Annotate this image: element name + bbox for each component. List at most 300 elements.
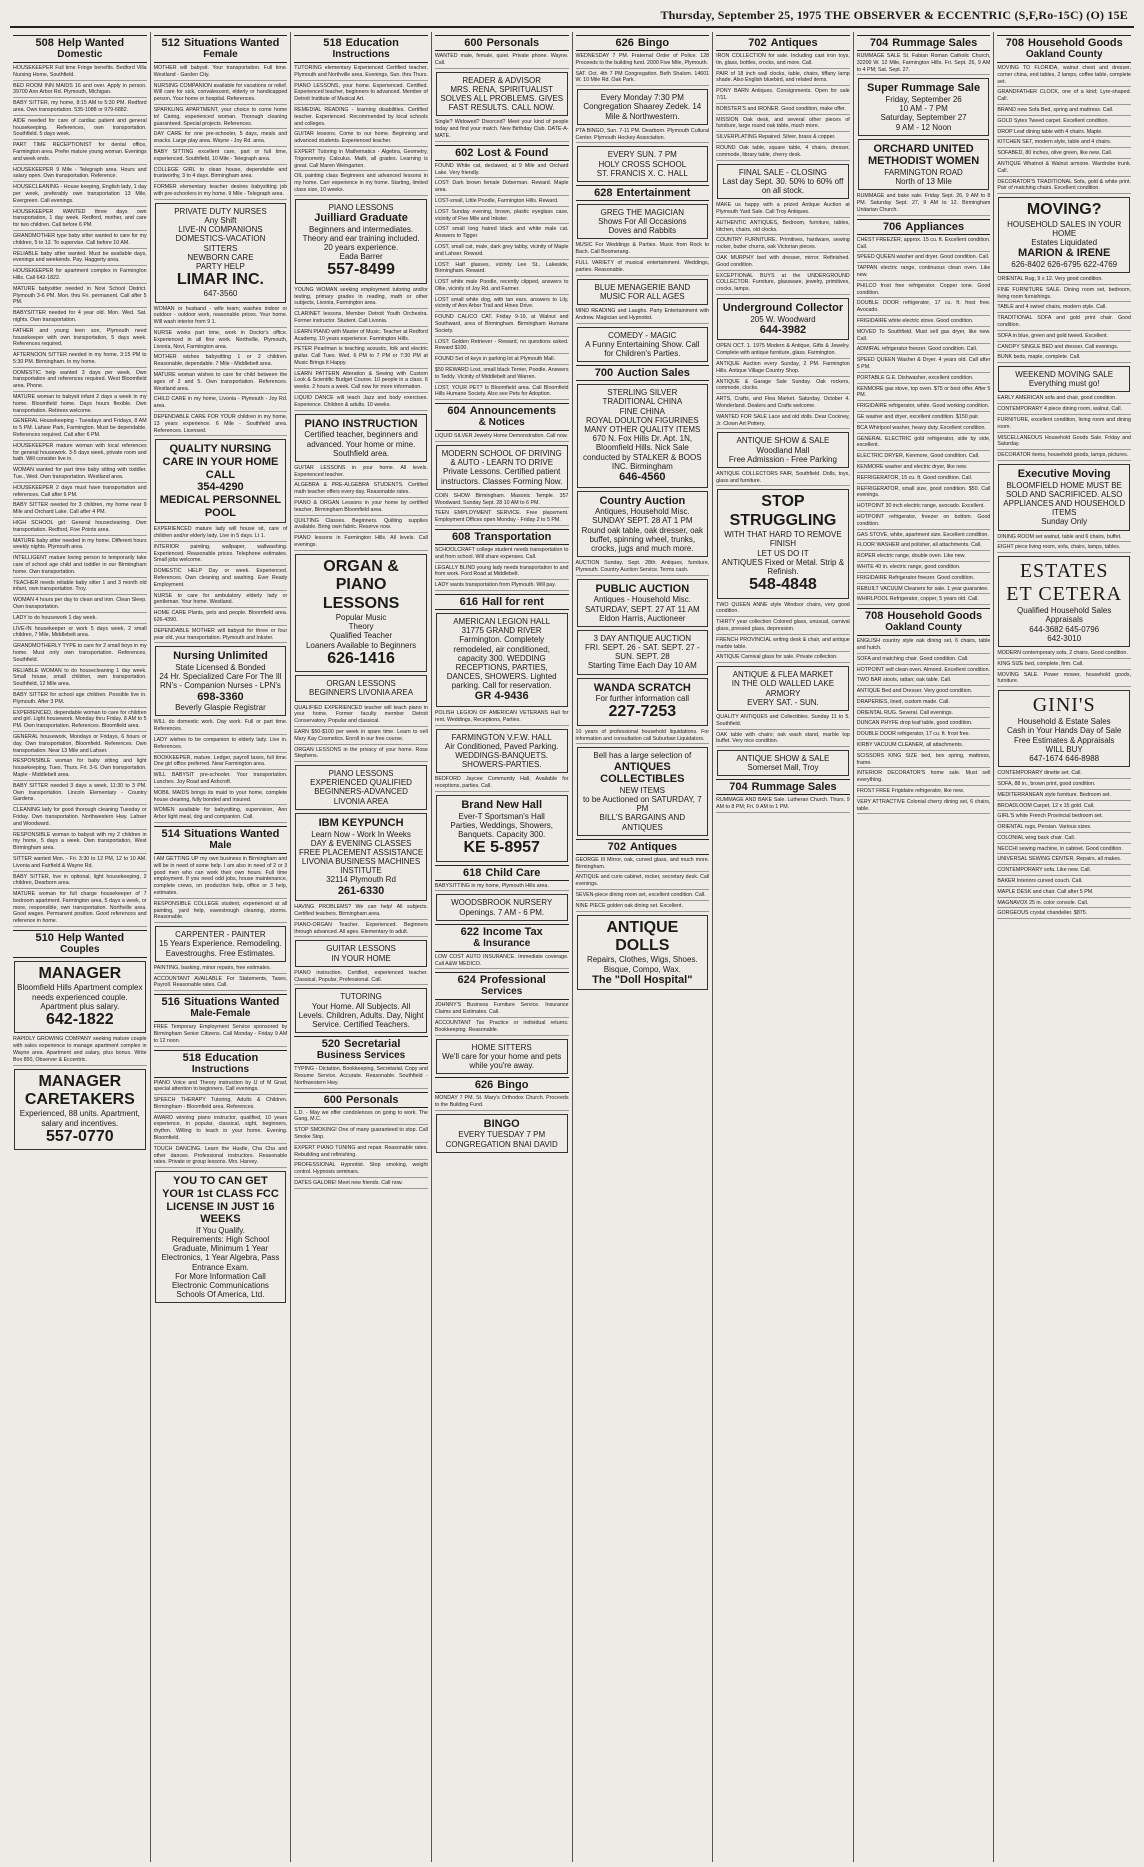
classification-title: Personals (486, 37, 540, 49)
classified-ad: OPEN OCT. 1. 1975 Modern & Antique, Gifts & Jewelry. Complete with antique furniture, glass. Farmington. (716, 343, 850, 359)
display-ad (295, 813, 427, 901)
display-ad-line: Beginners and intermediates. Theory and ear training included. 20 years experience. (302, 224, 420, 252)
display-ad-line: ANTIQUE & FLEA MARKET (732, 670, 834, 680)
display-ad-line: 642-3010 (1047, 633, 1082, 643)
classified-ad: STOP SMOKING! One of many guaranteed to stop. Call Smoke Stop. (294, 1127, 428, 1143)
classification-header (294, 35, 428, 63)
classified-ad: HAVING PROBLEMS? We can help! All subjects. Certified teachers. Birmingham area. (294, 904, 428, 920)
display-ad-line: HOLY CROSS SCHOOL (598, 159, 687, 169)
classified-ad: COUNTRY FURNITURE. Primitives, hardware, sewing rocker, butter churns, oak Victorian pieces. (716, 237, 850, 253)
display-ad (998, 556, 1130, 647)
classified-ad: WANTED male, female, quiet. Private phone. Wayne. Call. (435, 53, 569, 69)
classification-subtitle: Male (209, 839, 232, 851)
classification-title: Situations Wanted (183, 37, 280, 49)
classified-ad: MOVING TO FLORIDA, walnut chest and dresser, corner china, end tables, 2 lamps, coffee table, complete set. (997, 65, 1131, 87)
display-ad-line: CONGREGATION BNAI DAVID (445, 1139, 558, 1149)
classified-ad: COLLEGE GIRL to clean house, dependable and trustworthy, 3 to 4 days. Birmingham area. (154, 167, 288, 183)
display-ad-line: QUALITY NURSING CARE IN YOUR HOME (162, 443, 279, 469)
display-ad-line: PIANO LESSONS (328, 202, 394, 212)
classification-title: Hall for rent (482, 595, 544, 608)
classified-ad: LOST small white dog, with tan ears, answers to Lily, vicinity of Ann Arbor Trail and Hines Drive. (435, 297, 569, 313)
display-ad-line: Sunday Only (1041, 517, 1088, 527)
classified-ad: CONTEMPORARY sofa. Like new. Call. (997, 867, 1131, 876)
classified-ad: REFRIGERATOR, small size, good condition. $50. Call evenings. (857, 486, 991, 502)
classification-header (435, 594, 569, 610)
classified-ad: ANTIQUE Whatnot & Walnut armoire. Wardrobe trunk. Call. (997, 161, 1131, 177)
classification-number: 626 (474, 1079, 494, 1092)
display-ad (717, 750, 849, 776)
display-ad (577, 630, 709, 675)
display-ad-line: Brand New Hall (461, 799, 543, 812)
classified-ad: LEARN PATTERN Alteration & Sewing with Custom Look & Scientific Budget Course. 10 people in a class. 6 weeks. 2 hours a week. Call now for more information. (294, 371, 428, 393)
display-ad-line: GR 4-9436 (474, 690, 529, 703)
classified-ad: HOUSEKEEPER 9 Mile - Telegraph area. Hours and salary open. Own transportation. Reference. (13, 167, 147, 183)
classified-ad: ROPER electric range, double oven. Like new. (857, 553, 991, 562)
display-ad-line: Qualified Household Sales Appraisals (1017, 606, 1112, 625)
classified-column (713, 32, 854, 1862)
display-ad-line: Qualified Teacher (330, 631, 393, 641)
classification-title: Education (205, 1051, 259, 1064)
classification-header (435, 865, 569, 881)
classified-ad: KITCHEN SET, modern style, table and 4 chairs. (997, 139, 1131, 148)
display-ad-line: 647-3560 (203, 289, 238, 299)
classified-ad: FORMER elementary teacher desires babysitting job with pre-schoolers in my home. 9 Mile - Telegraph area. (154, 184, 288, 200)
display-ad (998, 464, 1130, 531)
classification-subtitle: & Notices (478, 417, 525, 429)
classified-ad: DECORATOR'S TRADITIONAL Sofa, gold & white print. Pair of matching chairs. Excellent condition. (997, 179, 1131, 195)
display-ad-line: BILL'S BARGAINS AND ANTIQUES (599, 813, 686, 832)
classification-header (857, 35, 991, 51)
classified-ad: PIANO & ORGAN Lessons in your home by certified teacher, Birmingham Bloomfield area. (294, 500, 428, 516)
display-ad-line: IBM KEYPUNCH (318, 816, 404, 829)
classified-ad: COLONIAL wing back chair. Call. (997, 835, 1131, 844)
classified-ad: MAKE us happy with a prized Antique Auction at Plymouth Yard Sale. Call Troy Antiques. (716, 202, 850, 218)
classified-ad: RESPONSIBLE woman for baby sitting and light housekeeping. Tues. Thurs. Fri. 3-6. Own transportation. Maple - Middlebelt area. (13, 758, 147, 780)
classified-ad: DRAPERIES, lined, custom made. Call. (857, 699, 991, 708)
classified-ad: ORGAN LESSONS in the privacy of your home. Rose Stephens. (294, 747, 428, 763)
classified-ad: ARTS, Crafts, and Flea Market. Saturday, October 4. Wonderland. Dealers and Crafts welcome. (716, 396, 850, 412)
classified-ad: CONTEMPORARY 4 piece dining room, walnut. Call. (997, 406, 1131, 415)
display-ad-line: 24 Hr. Specialized Care For The Ill (159, 672, 282, 682)
display-ad-line: PUBLIC AUCTION (595, 582, 690, 595)
display-ad-line: LIMAR INC. (176, 271, 264, 289)
classified-ad: RELIABLE WOMAN to do housecleaning 1 day week. Small house, small children, own transportation. Southfield, 12 Mile area. (13, 668, 147, 690)
classified-ad: GOLD Sytes Tweed carpet. Excellent condition. (997, 118, 1131, 127)
display-ad-line: EXPERIENCED QUALIFIED (310, 778, 412, 788)
display-ad-line: 3 DAY ANTIQUE AUCTION (593, 633, 692, 643)
classified-ad: RESPONSIBLE woman to babysit with my 2 children in my home, 5 days a week. Own transportation, West Birmingham area. (13, 832, 147, 854)
classified-ad: HOTPOINT self clean oven. Almond. Excellent condition. (857, 667, 991, 676)
classified-ad: BABY SITTING excellent care, part or full time, experienced. Southfield, 10 Mile - Telegraph area. (154, 149, 288, 165)
display-ad-line: TUTORING (340, 992, 382, 1002)
display-ad-line: MOVING? (1026, 201, 1102, 219)
display-ad (577, 579, 709, 627)
display-ad (155, 926, 287, 962)
display-ad-line: Private Lessons. Certified patient instructors. Classes Forming Now. (441, 467, 563, 486)
display-ad-line: BEGINNERS LIVONIA AREA (309, 688, 414, 698)
display-ad-line: FRI. SEPT. 26 - SAT. SEPT. 27 - SUN. SEPT. 28 (585, 643, 700, 662)
display-ad-line: Theory (348, 622, 374, 632)
classified-ad: PART TIME RECEPTIONIST for dental office, Farmington area. Prefer mature young woman. Evenings and week ends. (13, 142, 147, 164)
classified-ad: HOTPOINT 30 inch electric range, avocado. Excellent. (857, 503, 991, 512)
classification-title: Appliances (905, 220, 965, 233)
classified-column (854, 32, 995, 1862)
classified-ad: AIDE needed for care of cardiac patient and general housekeeping. References, own transportation. Southfield. 5 days week. (13, 118, 147, 140)
display-ad (436, 795, 568, 862)
display-ad-line: 670 N. Fox Hills Dr. Apt. 1N, Bloomfield Hills. Nick Sale conducted by STALKER & BOOS INC. Birmingham (583, 434, 702, 471)
display-ad-line: Country Auction (599, 494, 686, 507)
classified-ad: DINING ROOM set walnut, table and 6 chairs, buffet. (997, 534, 1131, 543)
classified-ad: CLARINET lessons, Member Detroit Youth Orchestra. Former instructor. Student. Call Livonia. (294, 311, 428, 327)
classified-ad: RESPONSIBLE COLLEGE student, experienced at all painting, yard help, eavestrough cleaning, storms. Reasonable. (154, 901, 288, 923)
display-ad-line: Requirements: High School Graduate, Minimum 1 Year Electronics, 1 Year Algebra, Pass Entrance Exam. (161, 1235, 280, 1272)
classified-ad: $50 REWARD Lost, small black Terrier, Poodle. Answers to Teddy. Vicinity of Middlebelt and Warren. (435, 367, 569, 383)
classified-column (151, 32, 292, 1862)
display-ad-line: WOODSBROOK NURSERY (451, 898, 553, 908)
classified-ad: REFRIGERATOR, 15 cu. ft. Good condition. Call. (857, 475, 991, 484)
display-ad-line: COMEDY - MAGIC (608, 330, 677, 340)
classification-title: Situations Wanted (183, 827, 280, 840)
classified-column (291, 32, 432, 1862)
classified-ad: SOFABED, 80 inches, olive green, like new. Call. (997, 150, 1131, 159)
classified-ad: SOFA in blue, green and gold tweed. Excellent. (997, 333, 1131, 342)
display-ad (577, 384, 709, 487)
classified-ad: RUMMAGE AND BAKE Sale. Lutheran Church. Thurs. 9 AM to 8 PM; Fri. 9 AM to 1 PM. (716, 797, 850, 813)
display-ad-line: Electronic Communications Schools Of America, Ltd. (171, 1280, 269, 1300)
classification-subtitle: Domestic (57, 49, 103, 60)
classified-ad: POLISH LEGION OF AMERICAN VETERANS Hall for rent. Weddings, Receptions, Parties. (435, 710, 569, 726)
classified-ad: LIQUID DANCE will teach Jazz and body exercises. Experience. Children & adults. 10 weeks. (294, 395, 428, 411)
classified-ad: FRENCH PROVINCIAL writing desk & chair, and antique marble table. (716, 637, 850, 653)
display-ad-line: COLLECTIBLES (600, 773, 685, 786)
classification-subtitle: Oakland County (1025, 49, 1103, 60)
classified-ad: MOVED To Southfield. Must sell gas dryer, like new. Call. (857, 329, 991, 345)
classified-ad: KIRBY VACUUM CLEANER, all attachments. (857, 742, 991, 751)
classified-ad: BABY SITTER needed 3 days a week, 11:30 to 3 PM. Own transportation. Lincoln Elementary - Country Gardens. (13, 783, 147, 805)
display-ad-line: 548-4848 (749, 576, 817, 594)
classified-ad: VERY ATTRACTIVE Colonial cherry dining set, 6 chairs, table. (857, 799, 991, 815)
display-ad-line: Friday, September 26 (885, 95, 962, 105)
display-ad-line: HOUSEHOLD SALES IN YOUR HOME (1007, 219, 1122, 238)
classified-ad: PAIR of 18 inch wall clocks, table, chairs, tiffany lamp shade. Also English bluebird, and related items. (716, 71, 850, 87)
display-ad-line: ANTIQUE SHOW & SALE (736, 436, 830, 446)
display-ad-line: 626-8402 626-6795 622-4769 (1011, 259, 1118, 269)
display-ad (577, 491, 709, 558)
display-ad (14, 961, 146, 1033)
classified-ad: OIL painting class Beginners and advanced lessons in my home. Carr experience in my home. Starting, limited class size, 10 weeks. (294, 173, 428, 195)
classified-ad: LIVE-IN housekeeper or work 5 days week, 2 small children, 7 Mile, Middlebelt area. (13, 626, 147, 642)
display-ad-line: Air Conditioned, Paved Parking. WEDDINGS-BANQUETS. SHOWERS-PARTIES. (444, 741, 559, 770)
display-ad-line: Shows For All Occasions (598, 217, 687, 227)
display-ad-line: BLUE MENAGERIE BAND (594, 282, 691, 292)
classified-ad: SILVERPLATING Repaired. Silver, brass & copper. (716, 134, 850, 143)
classified-ad: MOBIL MAIDS brings its maid to your home, complete house cleaning, fully bonded and insured. (154, 790, 288, 806)
display-ad-line: Everything must go! (1028, 379, 1100, 389)
classified-ad: MATURE woman for full charge housekeeper of 7 bedroom apartment. Farmington area, 5 days a week, or more, responsible, own transportation. Northville area. Good wages. Permanent position. Good references and reference in home. (13, 891, 147, 927)
classified-ad: FURNITURE, excellent condition, living room and dining room. (997, 417, 1131, 433)
classified-ad: PONY BARN Antiques. Consignments. Open for sale 7/11. (716, 88, 850, 104)
display-ad-line: Parties, Weddings, Showers, Banquets. Capacity 300. (450, 820, 553, 840)
classified-ad: FULL VARIETY of musical entertainment. Weddings, parties. Reasonable. (576, 260, 710, 276)
classification-header (576, 185, 710, 201)
classification-title: Rummage Sales (751, 781, 837, 794)
display-ad-line: 646-4560 (619, 470, 666, 483)
classified-column (432, 32, 573, 1862)
display-ad (998, 197, 1130, 273)
classified-ad: HOUSEKEEPER for apartment complex in Farmington Hills. Call 642-1822. (13, 268, 147, 284)
display-ad-line: Antiques - Household Misc. (593, 595, 691, 605)
classified-ad: FLOOR WASHER and polisher, all attachments. Call. (857, 542, 991, 551)
classified-ad: LOST: Golden Retriever - Reward, no questions asked. Reward $100. (435, 339, 569, 355)
classified-ad: OAK MURPHY bed with dresser, mirror. Refinished. Good condition. (716, 255, 850, 271)
display-ad-line: Learn Now - Work In Weeks (311, 829, 411, 839)
classified-ad: MOVING SALE. Power mower, household goods, furniture. (997, 672, 1131, 688)
classification-title: Secretarial (344, 1038, 401, 1051)
classified-ad: ACCOUNTANT Tax Practice or individual returns. Bookkeeping. Reasonable. (435, 1020, 569, 1036)
display-ad-line: Eada Barrer (339, 252, 383, 262)
classified-ad: SPARKLING APARTMENT, your choice to come home to! Caring, experienced woman. Thorough cleaning guaranteed. Special projects. References. (154, 107, 288, 129)
display-ad-line: Free Estimates & Appraisals (1013, 735, 1115, 745)
display-ad-line: IN THE OLD WALLED LAKE ARMORY (731, 679, 835, 698)
classification-title: Antiques (629, 840, 678, 853)
display-ad-line: 626-1416 (327, 649, 395, 667)
classified-ad: LADY wishes to be companion to elderly lady. Live in. References. (154, 737, 288, 753)
classified-ad: AFTERNOON SITTER needed in my home, 3:15 PM to 5:30 PM. Birmingham. In my home. (13, 352, 147, 368)
display-ad (436, 894, 568, 920)
display-ad-line: FINAL SALE - CLOSING (738, 167, 828, 177)
classified-ad: PIANO-ORGAN Teacher. Experienced. Beginners through advanced. All ages. Elementary to adult. (294, 922, 428, 938)
classified-ad: KING SIZE bed, complete, firm. Call. (997, 661, 1131, 670)
display-ad-line: 32114 Plymouth Rd (326, 875, 396, 885)
classification-header (154, 994, 288, 1022)
classification-header (997, 35, 1131, 63)
classified-ad: AUCTION Sunday, Sept. 28th. Antiques, furniture, Plymouth. Country Auction Service. Terms cash. (576, 560, 710, 576)
display-ad-line: Farmington. Completely remodeled, air conditioned, capacity 300. WEDDING RECEPTIONS, PARTIES, DANCES, SHOWERS. Lighted parking. Call for reservation. (446, 635, 557, 691)
display-ad-line: Estates Liquidated (1031, 237, 1098, 247)
display-ad-line: We'll care for your home and pets while you're away. (442, 1051, 562, 1070)
display-ad (295, 940, 427, 966)
classified-ad: PROFESSIONAL Hypnotist. Stop smoking, weight control. Hypnosis seminars. (294, 1162, 428, 1178)
classified-ad: FOUND Set of keys in parking lot at Plymouth Mall. (435, 356, 569, 365)
classified-ad: EARLY AMERICAN sofa and chair, good condition. (997, 395, 1131, 404)
classified-ad: 10 years of professional household liquidations. For information and consultation call Suburban Liquidators. (576, 729, 710, 745)
display-ad-line: PIANO LESSONS (328, 769, 394, 779)
display-ad-line: The "Doll Hospital" (592, 973, 693, 986)
classified-ad: KENMORE gas stove, top oven. $75 or best offer. After 5 PM. (857, 386, 991, 402)
display-ad-line: Juilliard Graduate (314, 211, 408, 224)
classified-ad: DOMESTIC help wanted 3 days per week. Own transportation and references required. West Bloomfield area. Phone. (13, 370, 147, 392)
classified-ad: IRON COLLECTION for sale. Including cast iron toys, tin, glass, bottles, crocks, and more. Call. (716, 53, 850, 69)
display-ad-line: 698-3360 (197, 690, 244, 703)
display-ad-line: ORGAN & PIANO LESSONS (322, 557, 400, 612)
classified-ad: ANTIQUE Bed and Dresser. Very good condition. (857, 688, 991, 697)
classified-ad: GEORGE III Mirror, oak, curved glass, and much more. Birmingham. (576, 857, 710, 873)
display-ad-line: BEGINNERS-ADVANCED (314, 787, 408, 797)
classified-ad: CONTEMPORARY dinette set. Call. (997, 770, 1131, 779)
classified-ad: YOUNG WOMAN seeking employment tutoring and/or testing, primary grades in reading, math or other subjects, Livonia, Farmington area. (294, 287, 428, 309)
classification-title: Bingo (637, 37, 670, 49)
classified-ad: WOMAN wanted for part time baby sitting with toddler. Tue., Wed. Own transportation. Westland area. (13, 467, 147, 483)
display-ad-line: Super Rummage Sale (867, 82, 981, 95)
classified-ad: EXPERIENCED, dependable woman to care for children and girl. Light housework. Monday thru Friday. 8 AM to 5 PM. Own transportation. References. Bloomfield area. (13, 710, 147, 732)
classified-ad: BED ROOM INN MAIDS 16 and over. Apply in person. 39700 Ann Arbor Rd. Plymouth, Michigan. (13, 83, 147, 99)
classified-ad: BROADLOOM Carpet, 12 x 15 gold. Call. (997, 803, 1131, 812)
classification-number: 600 (464, 37, 483, 49)
display-ad-line: MEDICAL PERSONNEL POOL (159, 493, 282, 519)
display-ad (577, 747, 709, 835)
display-ad-line: RN's - Companion Nurses - LPN's (160, 681, 281, 691)
classified-ad: MOTHER wishes babysitting 1 or 2 children. Reasonable, dependable. 7 Mile - Middlebelt area. (154, 354, 288, 370)
classified-ad: TOUCH DANCING. Learn the Hustle, Cha Cha and other dances. Professional instructors. Reasonable rates. Private or group lessons. Mrs. Harvey. (154, 1146, 288, 1168)
classified-ad: TWO BAR stools, rattan; oak table. Call. (857, 677, 991, 686)
classified-ad: DEPENDABLE MOTHER will babysit for three or four year old, your transportation. Plymouth and Inkster. (154, 628, 288, 644)
display-ad-line: Cash in Your Hands Day of Sale (1007, 726, 1122, 736)
classification-header (435, 35, 569, 51)
classified-ad: ORIENTAL RUG. Several. Call evenings. (857, 710, 991, 719)
classification-number: 628 (594, 186, 613, 199)
display-ad (436, 1039, 568, 1075)
classified-ad: SPEECH THERAPY Tutoring, Adults & Children. Birmingham - Bloomfield area. References. (154, 1097, 288, 1113)
classification-title: Situations Wanted (183, 996, 280, 1009)
classified-ad: TEACHER needs reliable baby sitter 1 and 3 month old infant, own transportation. Troy. (13, 580, 147, 596)
display-ad-line: SATURDAY, SEPT. 27 AT 11 AM (584, 604, 700, 614)
display-ad-line: 227-7253 (608, 703, 677, 721)
display-ad-line: READER & ADVISOR (462, 75, 542, 85)
display-ad-line: ANTIQUE DOLLS (606, 918, 679, 955)
classification-title: Rummage Sales (892, 37, 978, 49)
classified-ad: DATES GALORE! Meet new friends. Call now. (294, 1180, 428, 1189)
classified-ad: JOHNNY'S Business Furniture Service. Insurance Claims and Estimates. Call. (435, 1002, 569, 1018)
display-ad-line: Round oak table, oak dresser, oak buffet, spinning wheel, trunks, crocks, jugs and much more. (581, 525, 704, 553)
display-ad-line: Loaners Available to Beginners (305, 640, 417, 650)
classification-subtitle: Instructions (332, 49, 390, 60)
classified-ad: LOST: Half glasses, vicinity Lee St., Lakeside, Birmingham. Reward. (435, 262, 569, 278)
classification-number: 602 (455, 146, 474, 159)
classified-ad: LOST white male Poodle, recently clipped, answers to Ollie, vicinity of Joy Rd. and Farmer. (435, 279, 569, 295)
classification-title: Auction Sales (617, 367, 690, 380)
display-ad-line: Underground Collector (722, 301, 844, 314)
display-ad-line: Executive Moving (1017, 468, 1111, 481)
classified-ad: DEPENDABLE CARE FOR YOUR children in my home, 13 years experience. 6 Mile - Southfield area. References. Licensed. (154, 414, 288, 436)
display-ad-line: PARTY HELP (195, 261, 245, 271)
classified-ad: NURSE works part time, work in Doctor's office. Experienced in all fine work. Northville, Plymouth, Livonia, Novi, Farmington area. (154, 330, 288, 352)
classified-ad: GORGEOUS crystal chandelier. $875. (997, 910, 1131, 919)
classified-ad: BCA Whirlpool washer, heavy duty. Excellent condition. (857, 425, 991, 434)
classification-title: Lost & Found (477, 146, 549, 159)
classification-number: 700 (594, 367, 614, 380)
display-ad-line: 642-1822 (46, 1011, 114, 1029)
classification-number: 514 (161, 827, 180, 840)
classification-number: 604 (447, 405, 466, 418)
classification-number: 512 (161, 37, 180, 49)
classified-ad: CANOPY SINGLE BED and dresser. Call evenings. (997, 344, 1131, 353)
classified-ad: GENERAL Housekeeping - Tuesdays and Fridays, 8 AM to 5 PM. Lahser Park, Farmington. Must be dependable. References required. Call after 6 PM. (13, 418, 147, 440)
classified-ad: LOST-small, Little Poodle, Farmington Hills. Reward. (435, 198, 569, 207)
classification-header (154, 1050, 288, 1078)
display-ad-line: Certified teacher, beginners and advanced. Your home or mine. Southfield area. (304, 430, 418, 458)
display-ad-line: TRADITIONAL CHINA (602, 397, 683, 407)
classification-number: 704 (869, 37, 889, 49)
classification-subtitle: Male-Female (190, 1008, 251, 1020)
classified-ad: BABY SITTER for school age children. Possible live in. Plymouth. After 3 PM. (13, 692, 147, 708)
display-ad (436, 72, 568, 117)
display-ad-line: MARION & IRENE (1018, 247, 1111, 260)
display-ad-line: WANDA SCRATCH (593, 681, 691, 694)
classification-title: Child Care (485, 866, 541, 879)
classification-subtitle: Instructions (191, 1063, 250, 1075)
classified-ad: FATHER and young teen son, Plymouth need housekeeper with own transportation, 5 days week. References required. (13, 328, 147, 350)
classified-ad: MATURE babysitter needed in Novi School District. Plymouth 3-6 PM. Mon. thru Fri. permanent. Call after 5 PM. (13, 286, 147, 308)
classified-ad: FOUND White cat, declawed, at 9 Mile and Orchard Lake. Very friendly. (435, 163, 569, 179)
display-ad-line: MUSIC FOR ALL AGES (600, 291, 685, 301)
classified-ad: RUMMAGE SALE St. Fabian Roman Catholic Church, 32200 W. 12 Mile, Farmington Hills. Fri. Sept. 26, 9 AM to 4 PM; Sat. Sept. 27. (857, 53, 991, 75)
display-ad-line: 644-3982 (759, 323, 807, 336)
classified-ad: TRADITIONAL SOFA and gold print chair. Good condition. (997, 315, 1131, 331)
classified-ad: MEDITERRANEAN style furniture. Bedroom set. (997, 792, 1131, 801)
classified-ad: HOTPOINT refrigerator, freezer on bottom. Good condition. (857, 514, 991, 530)
classification-subtitle: Business Services (316, 1050, 406, 1062)
classification-title: Household Goods (1028, 37, 1123, 49)
classified-ad: CLEANING lady for good thorough cleaning Tuesday or Friday. Own transportation. Northwestern Hwy. Lahser and Woodward. (13, 807, 147, 829)
display-ad-line: WILL BUY (1045, 744, 1083, 754)
classification-title: Personals (345, 1093, 399, 1106)
classified-ad: WILL do domestic work. Day work. Full or part time. References. (154, 719, 288, 735)
classified-ad: LIQUID SILVER Jewelry Home Demonstration. Call now. (435, 433, 569, 442)
display-ad-line: HOME SITTERS (471, 1042, 532, 1052)
classified-ad: BOOKKEEPER, mature. Ledger, payroll taxes, full time. One girl office preferred. Near Farmington area. (154, 755, 288, 771)
display-ad-line: YOU TO CAN GET YOUR 1st CLASS FCC LICENSE IN JUST 16 WEEKS (162, 1175, 279, 1226)
display-ad-line: EVERY TUESDAY 7 PM (458, 1130, 546, 1140)
display-ad (577, 204, 709, 240)
classified-ad: GIRL'S white French Provincial bedroom set. (997, 813, 1131, 822)
classification-title: Income Tax (483, 925, 543, 938)
display-ad-line: Openings. 7 AM - 6 PM. (459, 907, 545, 917)
classification-title: Household Goods (887, 610, 983, 623)
display-ad-line: SOLVES ALL PROBLEMS. GIVES FAST RESULTS. CALL NOW. (440, 93, 564, 113)
display-ad (717, 164, 849, 200)
display-ad-line: For More Information Call (175, 1271, 266, 1281)
display-ad (577, 279, 709, 305)
classified-ad: HOUSEKEEPER Full time Fringe benefits. Bedford Villa Nursing Home, Southfield. (13, 65, 147, 81)
display-ad (295, 988, 427, 1033)
classified-ad: WANTED FOR SALE Lace and old dolls. Dear Cockney, Jr. Clown Art Pottery. (716, 414, 850, 430)
classification-number: 622 (460, 925, 479, 938)
display-ad-line: Beverly Glaspie Registrar (175, 703, 266, 713)
classified-ad: OAK table with chairs; oak wash stand, marble top buffet. Very nice condition. (716, 732, 850, 748)
classification-title: Entertainment (616, 186, 691, 199)
classification-header (435, 1077, 569, 1093)
display-ad-line: GREG THE MAGICIAN (600, 207, 685, 217)
display-ad-line: Saturday, September 27 (880, 113, 967, 123)
display-ad (155, 203, 287, 303)
display-ad-line: LET US DO IT (757, 548, 809, 558)
classification-number: 516 (161, 996, 180, 1009)
classified-ad: EXPERT Tutoring in Mathematics - Algebra, Geometry, Trigonometry. Calculus. Math, all grades. Learning is great. Call Maren Weingarten. (294, 149, 428, 171)
display-ad-line: MANAGER (38, 965, 122, 983)
classification-title: Bingo (497, 1079, 529, 1092)
classified-ad: TEEN EMPLOYMENT SERVICE. Free placement. Employment Offices open Monday - Friday 2 to 5 PM. (435, 510, 569, 526)
classified-ad: MIND READING and Laughs. Party Entertainment with Andrew. Magician and Hypnotist. (576, 308, 710, 324)
classification-number: 608 (452, 530, 471, 543)
classification-title: Antiques (770, 37, 818, 49)
display-ad (295, 414, 427, 462)
display-ad-line: Doves and Rabbits (608, 226, 677, 236)
classified-ad: MATURE woman wishes to care for child between the ages of 2 and 5. Own transportation. References. Westland area. (154, 372, 288, 394)
display-ad-line: ST. FRANCIS X. C. HALL (596, 168, 688, 178)
classified-ad: MAPLE DESK and chair. Call after 5 PM. (997, 889, 1131, 898)
display-ad-line: ORCHARD UNITED METHODIST WOMEN (867, 142, 980, 168)
classified-ad: NURSING COMPANION available for vacations or relief. Will care for sick, convalescent, elderly or handicapped person. Your home or hospital. References. (154, 83, 288, 105)
